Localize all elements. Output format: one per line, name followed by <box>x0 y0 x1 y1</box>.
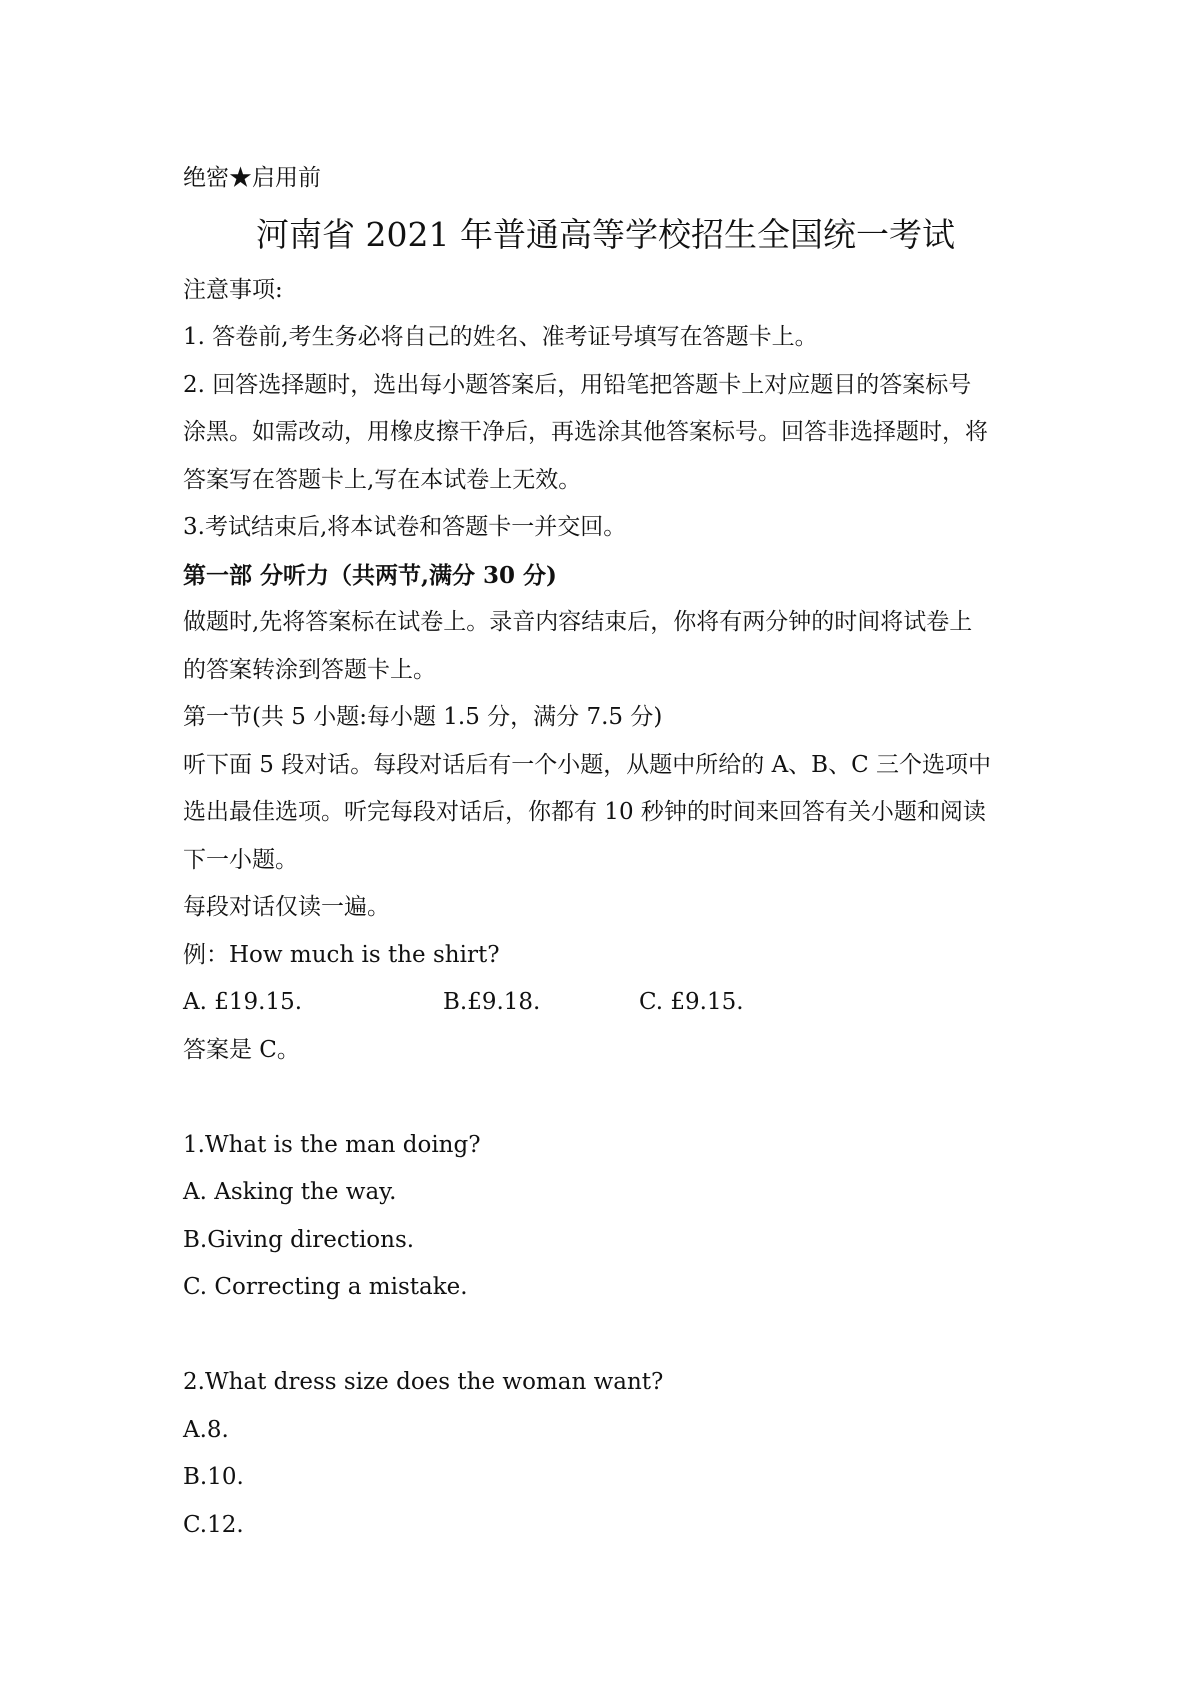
exam-title: 河南省 2021 年普通高等学校招生全国统一考试 <box>256 214 955 254</box>
question-1-option-b: B.Giving directions. <box>183 1226 415 1253</box>
confidential-mark: 绝密★启用前 <box>183 165 321 191</box>
example-option-b: B.£9.18. <box>443 989 541 1015</box>
example-option-c: C. £9.15. <box>639 989 744 1015</box>
question-1-stem: 1.What is the man doing? <box>183 1131 481 1158</box>
example-option-a: A. £19.15. <box>183 989 303 1015</box>
spacer <box>183 1074 1028 1122</box>
part1-intro-line-2: 的答案转涂到答题卡上。 <box>183 656 436 683</box>
example-answer: 答案是 C。 <box>183 1036 300 1063</box>
section1-instructions-line-4: 每段对话仅读一遍。 <box>183 894 390 920</box>
notice-item-2-line-3: 答案写在答题卡上,写在本试卷上无效。 <box>183 466 582 493</box>
notice-item-1: 1. 答卷前,考生务必将自己的姓名、准考证号填写在答题卡上。 <box>183 324 818 350</box>
notice-item-2-line-1: 2. 回答选择题时，选出每小题答案后，用铅笔把答题卡上对应题目的答案标号 <box>183 371 972 398</box>
question-2-option-c: C.12. <box>183 1511 244 1538</box>
question-2-option-a: A.8. <box>183 1416 229 1443</box>
part1-intro-line-1: 做题时,先将答案标在试卷上。录音内容结束后，你将有两分钟的时间将试卷上 <box>183 609 973 635</box>
section1-instructions-line-1: 听下面 5 段对话。每段对话后有一个小题，从题中所给的 A、B、C 三个选项中 <box>183 751 991 778</box>
question-2-stem: 2.What dress size does the woman want? <box>183 1369 664 1395</box>
part1-heading: 第一部 分听力（共两节,满分 30 分) <box>183 561 557 589</box>
exam-page <box>183 155 1028 1549</box>
section1-heading: 第一节(共 5 小题:每小题 1.5 分，满分 7.5 分) <box>183 704 663 730</box>
example-options <box>183 979 1028 1027</box>
question-1-option-a: A. Asking the way. <box>183 1179 397 1205</box>
section1-instructions-line-3: 下一小题。 <box>183 846 298 873</box>
notice-item-3: 3.考试结束后,将本试卷和答题卡一并交回。 <box>183 514 627 540</box>
question-1-option-c: C. Correcting a mistake. <box>183 1274 468 1300</box>
question-2-option-b: B.10. <box>183 1464 244 1490</box>
spacer <box>183 1312 1028 1360</box>
example-question: 例：How much is the shirt? <box>183 941 500 968</box>
notice-item-2-line-2: 涂黑。如需改动，用橡皮擦干净后，再选涂其他答案标号。回答非选择题时，将 <box>183 419 988 445</box>
notice-heading: 注意事项: <box>183 276 283 303</box>
section1-instructions-line-2: 选出最佳选项。听完每段对话后，你都有 10 秒钟的时间来回答有关小题和阅读 <box>183 799 986 825</box>
